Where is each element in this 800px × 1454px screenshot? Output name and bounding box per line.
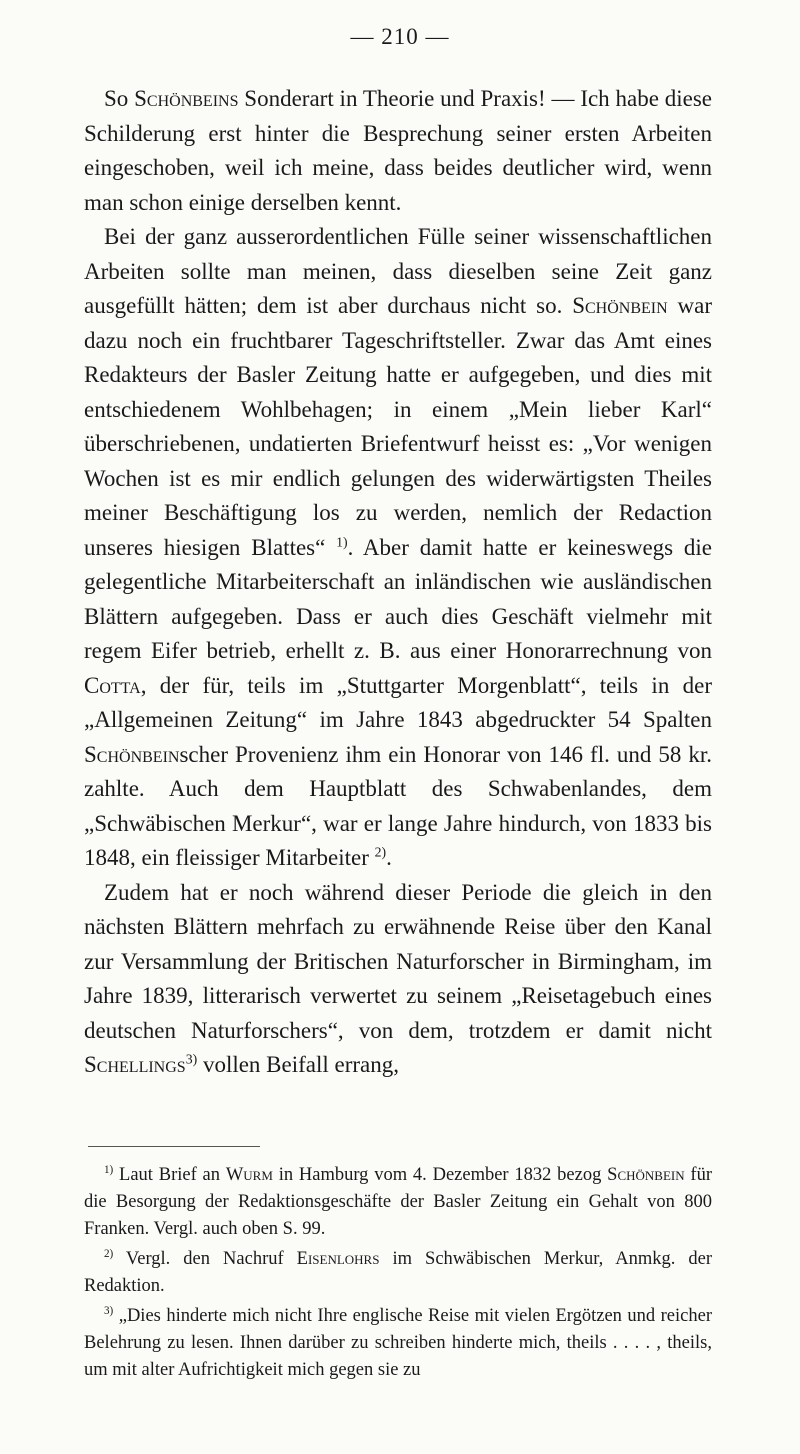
paragraph bbox=[84, 220, 712, 876]
footnote-marker: 1) bbox=[104, 1163, 114, 1176]
text-run: . Aber damit hatte er keineswegs die gelegentliche Mitarbeiterschaft an inländischen wie ausländischen Blättern aufgegeben. Dass er auch dies Geschäft vielmehr mit regem Eifer betrieb, erhellt z. B. aus einer Honorarrechnung von bbox=[84, 534, 713, 663]
small-caps-name: Schönbein bbox=[572, 293, 668, 318]
text-run: Sonderart in Theorie und Praxis! — Ich habe diese Schilderung erst hinter die Besprechung seiner ersten Arbeiten eingeschoben, weil ich meine, dass beides deutlicher wird, wenn man schon einige derselben kennt. bbox=[84, 86, 713, 215]
text-run: . bbox=[386, 845, 392, 870]
text-run: Zudem hat er noch während dieser Periode die gleich in den nächsten Blättern mehrfach zu erwähnende Reise über den Kanal zur Versammlung der Britischen Naturforscher in Birmingham, im Jahre 1839, litterarisch verwertet zu seinem „Reisetagebuch eines deutschen Naturforschers“, von dem, trotzdem er damit nicht bbox=[84, 879, 712, 1043]
footnote-marker: 3) bbox=[185, 1051, 198, 1067]
footnote bbox=[84, 1303, 712, 1384]
footnotes bbox=[84, 1162, 712, 1387]
text-run: So bbox=[104, 86, 135, 111]
footnote-marker: 2) bbox=[374, 844, 387, 860]
text-run: Laut Brief an bbox=[113, 1165, 226, 1185]
small-caps-name: Schönbein bbox=[607, 1165, 685, 1185]
footnote-marker: 3) bbox=[104, 1304, 114, 1317]
text-run: in Hamburg vom 4. Dezember 1832 bezog bbox=[272, 1165, 608, 1185]
paragraph bbox=[84, 876, 712, 1083]
small-caps-name: Cotta bbox=[84, 672, 141, 698]
text-run: „Dies hinderte mich nicht Ihre englische Reise mit vielen Ergötzen und reicher Belehrung zu lesen. Ihnen darüber zu schreiben hinderte mich, theils . . . . , theils, um mit alter Aufrichtigkeit mich gegen sie zu bbox=[84, 1306, 712, 1380]
small-caps-name: Eisenlohrs bbox=[296, 1249, 380, 1269]
text-run: Vergl. den Nachruf bbox=[113, 1249, 297, 1269]
small-caps-name: Schellings bbox=[84, 1052, 186, 1077]
footnote-divider bbox=[88, 1146, 260, 1147]
text-run: für die Besorgung der Redaktionsgeschäfte der Basler Zeitung ein Gehalt von 800 Franken. Vergl. auch oben S. 99. bbox=[84, 1165, 712, 1239]
page-number: — 210 — bbox=[350, 24, 450, 49]
text-run: vollen Beifall errang, bbox=[197, 1052, 399, 1077]
small-caps-name: Schönbeins bbox=[134, 86, 239, 111]
footnote bbox=[84, 1246, 712, 1300]
text-run: Bei der ganz ausserordentlichen Fülle seiner wissenschaftlichen Arbeiten sollte man meinen, dass dieselben seine Zeit ganz ausgefüllt hätten; dem ist aber durchaus nicht so. bbox=[84, 224, 712, 318]
small-caps-name: Wurm bbox=[225, 1165, 273, 1185]
text-run: im Schwäbischen Merkur, Anmkg. der Redaktion. bbox=[84, 1249, 712, 1296]
footnote-marker: 1) bbox=[336, 533, 348, 549]
text-run: scher Provenienz ihm ein Honorar von 146 fl. und 58 kr. zahlte. Auch dem Hauptblatt des Schwabenlandes, dem „Schwäbischen Merkur“, war er lange Jahre hindurch, von 1833 bis 1848, ein fleissiger Mitarbeiter bbox=[84, 741, 712, 870]
footnote bbox=[84, 1162, 712, 1243]
text-run: war dazu noch ein fruchtbarer Tageschriftsteller. Zwar das Amt eines Redakteurs der Basler Zeitung hatte er aufgegeben, und dies mit entschiedenem Wohlbehagen; in einem „Mein lieber Karl“ überschriebenen, undatierten Briefentwurf heisst es: „Vor wenigen Wochen ist es mir endlich gelungen des widerwärtigsten Theiles meiner Beschäftigung los zu werden, nemlich der Redaction unseres hiesigen Blattes“ bbox=[84, 293, 712, 560]
footnote-marker: 2) bbox=[104, 1247, 114, 1260]
body-text bbox=[84, 82, 712, 1083]
text-run: , der für, teils im „Stuttgarter Morgenblatt“, teils in der „Allgemeinen Zeitung“ im Jahre 1843 abgedruckter 54 Spalten bbox=[84, 672, 712, 732]
small-caps-name: Schönbein bbox=[84, 741, 180, 767]
paragraph bbox=[84, 82, 712, 220]
